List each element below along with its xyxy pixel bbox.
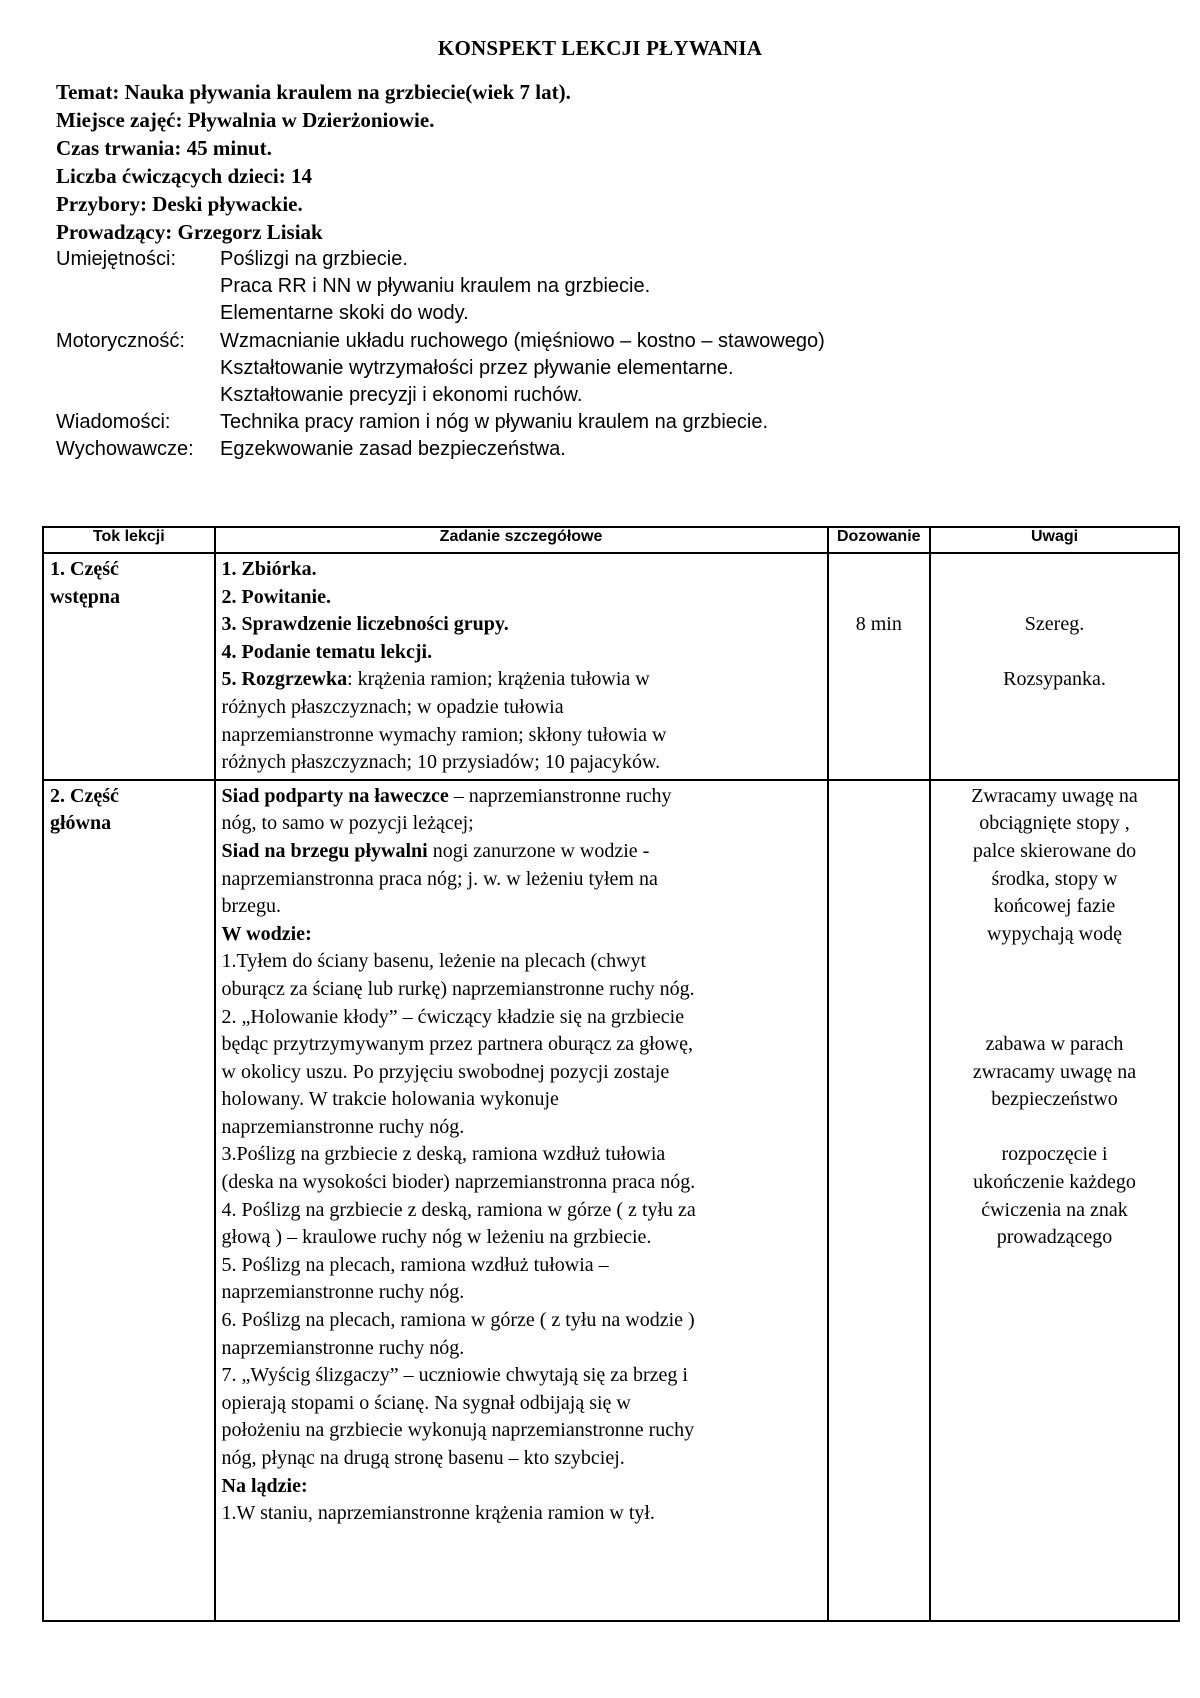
task-line-bold: Siad na brzegu pływalni bbox=[221, 839, 428, 862]
task-line bbox=[222, 1114, 821, 1142]
note-line: ukończenie każdego bbox=[973, 1171, 1136, 1194]
task-line-text: 6. Poślizg na plecach, ramiona w górze ( z tyłu na wodzie ) bbox=[221, 1309, 695, 1332]
task-line-text: naprzemianstronne ruchy nóg. bbox=[221, 1336, 465, 1359]
task-line bbox=[222, 1417, 821, 1445]
goal-row bbox=[56, 436, 825, 463]
task-line-text: w okolicy uszu. Po przyjęciu swobodnej pozycji zostaje bbox=[221, 1060, 670, 1083]
lesson-header bbox=[56, 78, 571, 246]
header-equipment: Przybory: Deski pływackie. bbox=[56, 192, 303, 216]
note-line: bezpieczeństwo bbox=[991, 1088, 1118, 1111]
task-line bbox=[222, 976, 821, 1004]
column-header: Uwagi bbox=[930, 527, 1179, 553]
task-line bbox=[222, 921, 821, 949]
task-line bbox=[222, 1059, 821, 1087]
goal-item: Praca RR i NN w pływaniu kraulem na grzbiecie. bbox=[220, 275, 651, 298]
task-line-text: naprzemianstronne wymachy ramion; skłony tułowia w bbox=[221, 723, 667, 746]
task-line-text: różnych płaszczyznach; 10 przysiadów; 10 pajacyków. bbox=[221, 751, 661, 774]
column-header: Zadanie szczegółowe bbox=[215, 527, 828, 553]
task-line-text: nóg, to samo w pozycji leżącej; bbox=[221, 812, 474, 835]
notes-cell bbox=[930, 780, 1179, 1621]
task-line-text: – naprzemianstronne ruchy bbox=[448, 784, 672, 807]
task-line-text: 2. „Holowanie kłody” – ćwiczący kładzie się na grzbiecie bbox=[221, 1005, 685, 1028]
note-line: prowadzącego bbox=[996, 1226, 1113, 1249]
task-line bbox=[222, 556, 821, 584]
note-line: obciągnięte stopy , bbox=[979, 812, 1130, 835]
spacer bbox=[835, 584, 924, 612]
task-line bbox=[222, 611, 821, 639]
task-line-text: 4. Poślizg na grzbiecie z deską, ramiona w górze ( z tyłu za bbox=[221, 1198, 696, 1221]
note-line: wypychają wodę bbox=[987, 922, 1122, 945]
task-line bbox=[222, 1445, 821, 1473]
goal-label: Motoryczność: bbox=[56, 329, 185, 352]
task-line-text: holowany. W trakcie holowania wykonuje bbox=[221, 1088, 559, 1111]
task-line bbox=[222, 948, 821, 976]
task-line bbox=[222, 810, 821, 838]
note-line: rozpoczęcie i bbox=[1001, 1143, 1108, 1166]
task-line bbox=[222, 1031, 821, 1059]
task-line bbox=[222, 722, 821, 750]
task-line bbox=[222, 1390, 821, 1418]
notes-cell bbox=[930, 553, 1179, 780]
table-header-row bbox=[43, 527, 1179, 553]
task-line bbox=[222, 866, 821, 894]
lesson-part-cell bbox=[43, 553, 215, 780]
task-line-bold: Na lądzie: bbox=[221, 1474, 308, 1497]
task-line-text: będąc przytrzymywanym przez partnera oburącz za głowę, bbox=[221, 1033, 693, 1056]
lesson-part-label: główna bbox=[50, 812, 112, 835]
task-line-text: naprzemianstronne ruchy nóg. bbox=[221, 1281, 465, 1304]
goal-label: Wychowawcze: bbox=[56, 438, 194, 461]
task-line bbox=[222, 584, 821, 612]
lesson-goals bbox=[56, 246, 825, 464]
spacer bbox=[937, 1004, 1172, 1032]
note-line: końcowej fazie bbox=[993, 895, 1116, 918]
task-line-text: różnych płaszczyznach; w opadzie tułowia bbox=[221, 695, 564, 718]
goal-items bbox=[220, 246, 650, 328]
task-line bbox=[222, 694, 821, 722]
goal-row bbox=[56, 246, 825, 328]
task-line bbox=[222, 666, 821, 694]
goal-item: Kształtowanie wytrzymałości przez pływanie elementarne. bbox=[220, 356, 734, 379]
column-header: Tok lekcji bbox=[43, 527, 215, 553]
header-instructor: Prowadzący: Grzegorz Lisiak bbox=[56, 220, 323, 244]
note-line: ćwiczenia na znak bbox=[981, 1198, 1128, 1221]
task-line bbox=[222, 1197, 821, 1225]
task-cell bbox=[215, 553, 828, 780]
note-line: palce skierowane do bbox=[972, 839, 1137, 862]
task-line-text: : krążenia ramion; krążenia tułowia w bbox=[347, 668, 650, 691]
goal-row bbox=[56, 409, 825, 436]
task-line bbox=[222, 1335, 821, 1363]
dose-cell bbox=[828, 780, 931, 1621]
spacer bbox=[937, 1114, 1172, 1142]
header-topic: Temat: Nauka pływania kraulem na grzbiecie(wiek 7 lat). bbox=[56, 80, 571, 104]
dose-value: 8 min bbox=[855, 613, 902, 636]
dose-cell bbox=[828, 553, 931, 780]
header-participants: Liczba ćwiczących dzieci: 14 bbox=[56, 164, 312, 188]
header-duration: Czas trwania: 45 minut. bbox=[56, 136, 272, 160]
task-line bbox=[222, 1252, 821, 1280]
task-line-text: nogi zanurzone w wodzie - bbox=[427, 839, 650, 862]
goal-items bbox=[220, 409, 768, 436]
lesson-part-label: 2. Część bbox=[50, 784, 119, 807]
goal-item: Kształtowanie precyzji i ekonomi ruchów. bbox=[220, 384, 583, 407]
task-line bbox=[222, 1279, 821, 1307]
task-line-text: opierają stopami o ścianę. Na sygnał odbijają się w bbox=[221, 1391, 631, 1414]
note-line: zwracamy uwagę na bbox=[972, 1060, 1137, 1083]
goal-label: Umiejętności: bbox=[56, 248, 177, 270]
task-line-bold: Siad podparty na ławeczce bbox=[221, 784, 449, 807]
goal-item: Egzekwowanie zasad bezpieczeństwa. bbox=[220, 438, 566, 461]
note-line: Szereg. bbox=[1024, 613, 1085, 636]
task-line-text: brzegu. bbox=[221, 895, 281, 918]
task-line-bold: 5. Rozgrzewka bbox=[221, 668, 348, 691]
lesson-part-cell bbox=[43, 780, 215, 1621]
task-line-bold: W wodzie: bbox=[221, 922, 312, 945]
task-line-text: 1.W staniu, naprzemianstronne krążenia ramion w tył. bbox=[221, 1502, 655, 1525]
goal-item: Technika pracy ramion i nóg w pływaniu kraulem na grzbiecie. bbox=[220, 411, 769, 434]
lesson-part-label: 1. Część bbox=[50, 558, 119, 580]
spacer bbox=[937, 948, 1172, 976]
task-line bbox=[222, 1473, 821, 1501]
task-line bbox=[222, 1362, 821, 1390]
note-line: Rozsypanka. bbox=[1003, 668, 1106, 691]
task-line bbox=[222, 893, 821, 921]
task-line bbox=[222, 838, 821, 866]
task-line bbox=[222, 783, 821, 811]
task-line-bold: 4. Podanie tematu lekcji. bbox=[221, 640, 433, 663]
spacer bbox=[937, 639, 1172, 667]
task-line-text: 5. Poślizg na plecach, ramiona wzdłuż tułowia – bbox=[221, 1253, 609, 1276]
goal-item: Elementarne skoki do wody. bbox=[220, 302, 469, 325]
task-line-text: naprzemianstronne ruchy nóg. bbox=[221, 1115, 465, 1138]
task-line-bold: 1. Zbiórka. bbox=[221, 558, 317, 580]
task-line-text: (deska na wysokości bioder) naprzemianstronna praca nóg. bbox=[221, 1171, 696, 1194]
note-line: zabawa w parach bbox=[985, 1033, 1124, 1056]
task-line-bold: 3. Sprawdzenie liczebności grupy. bbox=[221, 613, 509, 636]
column-header: Dozowanie bbox=[828, 527, 931, 553]
task-cell bbox=[215, 780, 828, 1621]
spacer bbox=[835, 556, 924, 584]
note-line: środka, stopy w bbox=[991, 867, 1118, 890]
table-row bbox=[43, 780, 1179, 1621]
task-line-bold: 2. Powitanie. bbox=[221, 585, 331, 608]
task-line bbox=[222, 1086, 821, 1114]
task-line-text: położeniu na grzbiecie wykonują naprzemianstronne ruchy bbox=[221, 1419, 695, 1442]
goal-row bbox=[56, 328, 825, 410]
task-line-text: nóg, płynąc na drugą stronę basenu – kto szybciej. bbox=[221, 1447, 625, 1469]
task-line bbox=[222, 1004, 821, 1032]
task-line-text: oburącz za ścianę lub rurkę) naprzemianstronne ruchy nóg. bbox=[221, 977, 695, 1000]
task-line bbox=[222, 1307, 821, 1335]
task-line bbox=[222, 1141, 821, 1169]
goal-item: Poślizgi na grzbiecie. bbox=[220, 248, 408, 270]
task-line bbox=[222, 1224, 821, 1252]
task-line bbox=[222, 1169, 821, 1197]
goal-item: Wzmacnianie układu ruchowego (mięśniowo – kostno – stawowego) bbox=[220, 329, 825, 352]
document-title: KONSPEKT LEKCJI PŁYWANIA bbox=[437, 36, 763, 60]
task-line bbox=[222, 1500, 821, 1528]
task-line-text: 3.Poślizg na grzbiecie z deską, ramiona wzdłuż tułowia bbox=[221, 1143, 666, 1166]
note-line: Zwracamy uwagę na bbox=[971, 784, 1138, 807]
task-line-text: głową ) – kraulowe ruchy nóg w leżeniu na grzbiecie. bbox=[221, 1226, 652, 1249]
task-line bbox=[222, 639, 821, 667]
goal-items bbox=[220, 328, 825, 410]
task-line-text: 1.Tyłem do ściany basenu, leżenie na plecach (chwyt bbox=[221, 950, 647, 973]
lesson-part-label: wstępna bbox=[50, 585, 121, 608]
task-line-text: naprzemianstronna praca nóg; j. w. w leżeniu tyłem na bbox=[221, 867, 658, 890]
spacer bbox=[937, 584, 1172, 612]
table-row bbox=[43, 553, 1179, 780]
goal-label: Wiadomości: bbox=[56, 411, 171, 434]
lesson-table bbox=[42, 526, 1180, 1622]
goal-items bbox=[220, 436, 566, 463]
task-line-text: 7. „Wyścig ślizgaczy” – uczniowie chwytają się za brzeg i bbox=[221, 1364, 688, 1387]
task-line bbox=[222, 749, 821, 777]
spacer bbox=[937, 976, 1172, 1004]
spacer bbox=[937, 556, 1172, 584]
header-place: Miejsce zajęć: Pływalnia w Dzierżoniowie. bbox=[56, 108, 435, 132]
